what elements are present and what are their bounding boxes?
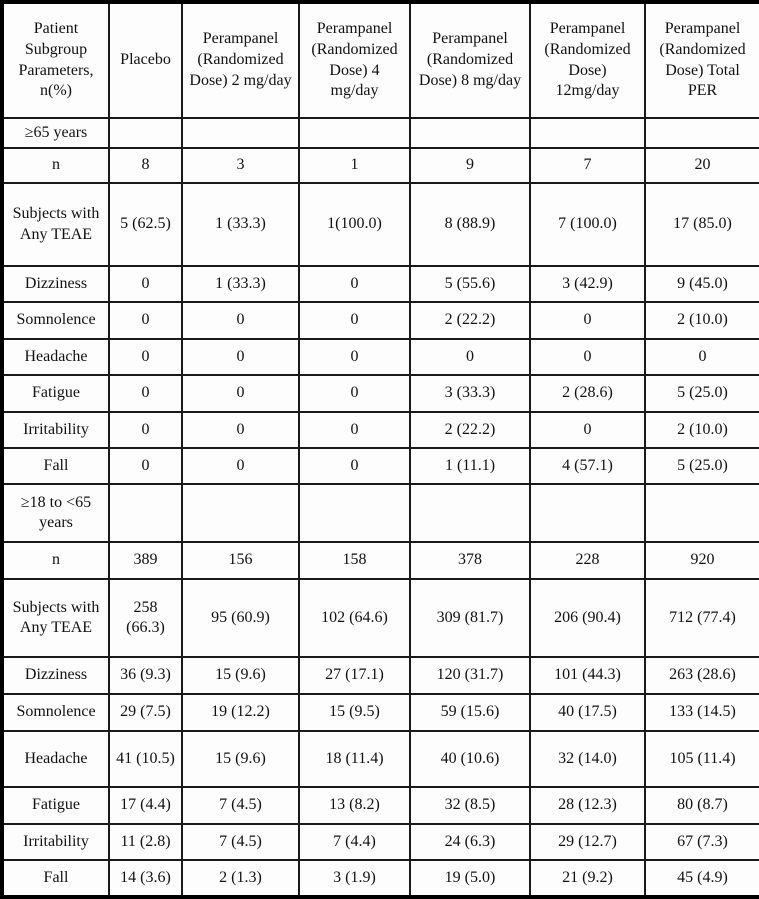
table-cell: 41 (10.5) — [109, 731, 182, 787]
table-cell: 2 (1.3) — [182, 860, 299, 897]
table-cell: 158 — [299, 542, 410, 579]
table-cell: 206 (90.4) — [530, 579, 645, 657]
section-label: ≥18 to <65 years — [2, 484, 109, 542]
table-cell: 0 — [109, 412, 182, 448]
table-cell: 0 — [530, 412, 645, 448]
table-header — [2, 2, 759, 118]
table-cell: 5 (25.0) — [645, 448, 759, 484]
table-cell: 0 — [182, 339, 299, 375]
table-cell: 3 — [182, 148, 299, 183]
table-cell: 17 (4.4) — [109, 787, 182, 824]
table-row — [2, 148, 759, 183]
section-row — [2, 118, 759, 148]
table-cell: 9 — [410, 148, 530, 183]
table-cell: 21 (9.2) — [530, 860, 645, 897]
table-cell: 67 (7.3) — [645, 824, 759, 860]
column-header: Patient Subgroup Parameters, n(%) — [2, 2, 109, 118]
table-row — [2, 787, 759, 824]
section-label: ≥65 years — [2, 118, 109, 148]
table-row — [2, 824, 759, 860]
table-cell: 8 — [109, 148, 182, 183]
row-label: Fatigue — [2, 787, 109, 824]
table-cell: 2 (22.2) — [410, 302, 530, 339]
table-cell: 19 (5.0) — [410, 860, 530, 897]
row-label: Headache — [2, 339, 109, 375]
empty-cell — [645, 118, 759, 148]
table-cell: 2 (28.6) — [530, 375, 645, 412]
table-row — [2, 860, 759, 897]
table-cell: 2 (22.2) — [410, 412, 530, 448]
table-cell: 0 — [109, 339, 182, 375]
table-cell: 15 (9.5) — [299, 694, 410, 731]
table-cell: 5 (62.5) — [109, 183, 182, 266]
table-cell: 1 — [299, 148, 410, 183]
table-cell: 309 (81.7) — [410, 579, 530, 657]
table-cell: 45 (4.9) — [645, 860, 759, 897]
table-cell: 8 (88.9) — [410, 183, 530, 266]
empty-cell — [410, 484, 530, 542]
column-header: Perampanel (Randomized Dose) Total PER — [645, 2, 759, 118]
table-row — [2, 579, 759, 657]
table-cell: 3 (1.9) — [299, 860, 410, 897]
table-cell: 0 — [530, 339, 645, 375]
table-cell: 0 — [182, 375, 299, 412]
table-row — [2, 731, 759, 787]
column-header: Perampanel (Randomized Dose) 12mg/day — [530, 2, 645, 118]
table-cell: 0 — [299, 412, 410, 448]
table-row — [2, 694, 759, 731]
table-cell: 3 (42.9) — [530, 266, 645, 302]
table-row — [2, 448, 759, 484]
table-cell: 0 — [530, 302, 645, 339]
table-row — [2, 302, 759, 339]
table-cell: 920 — [645, 542, 759, 579]
empty-cell — [410, 118, 530, 148]
table-cell: 19 (12.2) — [182, 694, 299, 731]
table-cell: 14 (3.6) — [109, 860, 182, 897]
table-cell: 18 (11.4) — [299, 731, 410, 787]
table-cell: 3 (33.3) — [410, 375, 530, 412]
table-cell: 133 (14.5) — [645, 694, 759, 731]
table-cell: 17 (85.0) — [645, 183, 759, 266]
column-header: Perampanel (Randomized Dose) 4 mg/day — [299, 2, 410, 118]
table-cell: 80 (8.7) — [645, 787, 759, 824]
table-cell: 32 (8.5) — [410, 787, 530, 824]
table-cell: 4 (57.1) — [530, 448, 645, 484]
table-cell: 0 — [299, 302, 410, 339]
table-cell: 0 — [299, 266, 410, 302]
table-cell: 0 — [299, 448, 410, 484]
table-cell: 7 (4.4) — [299, 824, 410, 860]
empty-cell — [299, 484, 410, 542]
table-body — [2, 118, 759, 897]
table-cell: 156 — [182, 542, 299, 579]
table-cell: 59 (15.6) — [410, 694, 530, 731]
table-cell: 1 (33.3) — [182, 183, 299, 266]
table-cell: 0 — [109, 375, 182, 412]
table-cell: 228 — [530, 542, 645, 579]
table-cell: 1 (11.1) — [410, 448, 530, 484]
column-header: Placebo — [109, 2, 182, 118]
row-label: Somnolence — [2, 694, 109, 731]
table-cell: 7 (4.5) — [182, 787, 299, 824]
table-row — [2, 183, 759, 266]
table-cell: 20 — [645, 148, 759, 183]
table-cell: 24 (6.3) — [410, 824, 530, 860]
row-label: Somnolence — [2, 302, 109, 339]
table-cell: 5 (55.6) — [410, 266, 530, 302]
table-cell: 712 (77.4) — [645, 579, 759, 657]
table-cell: 0 — [410, 339, 530, 375]
empty-cell — [182, 118, 299, 148]
table-row — [2, 266, 759, 302]
table-cell: 120 (31.7) — [410, 657, 530, 694]
table-row — [2, 412, 759, 448]
table-cell: 102 (64.6) — [299, 579, 410, 657]
row-label: Subjects with Any TEAE — [2, 183, 109, 266]
empty-cell — [645, 484, 759, 542]
row-label: Fall — [2, 448, 109, 484]
table-cell: 2 (10.0) — [645, 302, 759, 339]
row-label: n — [2, 148, 109, 183]
column-header: Perampanel (Randomized Dose) 8 mg/day — [410, 2, 530, 118]
table-cell: 0 — [645, 339, 759, 375]
table-cell: 378 — [410, 542, 530, 579]
row-label: Fall — [2, 860, 109, 897]
table-cell: 32 (14.0) — [530, 731, 645, 787]
table-cell: 40 (10.6) — [410, 731, 530, 787]
table-cell: 5 (25.0) — [645, 375, 759, 412]
table-cell: 27 (17.1) — [299, 657, 410, 694]
row-label: Dizziness — [2, 266, 109, 302]
table-cell: 28 (12.3) — [530, 787, 645, 824]
table-cell: 0 — [299, 339, 410, 375]
empty-cell — [299, 118, 410, 148]
section-row — [2, 484, 759, 542]
row-label: Irritability — [2, 412, 109, 448]
empty-cell — [530, 484, 645, 542]
table-cell: 15 (9.6) — [182, 657, 299, 694]
column-header: Perampanel (Randomized Dose) 2 mg/day — [182, 2, 299, 118]
table-cell: 389 — [109, 542, 182, 579]
table-cell: 7 — [530, 148, 645, 183]
table-cell: 0 — [109, 266, 182, 302]
table-cell: 1(100.0) — [299, 183, 410, 266]
table-cell: 0 — [182, 448, 299, 484]
row-label: Fatigue — [2, 375, 109, 412]
table-cell: 263 (28.6) — [645, 657, 759, 694]
table-cell: 29 (7.5) — [109, 694, 182, 731]
table-cell: 0 — [109, 302, 182, 339]
table-cell: 0 — [182, 302, 299, 339]
table-cell: 101 (44.3) — [530, 657, 645, 694]
header-row — [2, 2, 759, 118]
table-cell: 9 (45.0) — [645, 266, 759, 302]
empty-cell — [530, 118, 645, 148]
table-cell: 15 (9.6) — [182, 731, 299, 787]
table-cell: 105 (11.4) — [645, 731, 759, 787]
table-cell: 36 (9.3) — [109, 657, 182, 694]
table-cell: 0 — [182, 412, 299, 448]
table-cell: 29 (12.7) — [530, 824, 645, 860]
table-row — [2, 542, 759, 579]
empty-cell — [109, 484, 182, 542]
table-cell: 40 (17.5) — [530, 694, 645, 731]
row-label: Dizziness — [2, 657, 109, 694]
row-label: n — [2, 542, 109, 579]
empty-cell — [182, 484, 299, 542]
table-row — [2, 339, 759, 375]
empty-cell — [109, 118, 182, 148]
table-row — [2, 375, 759, 412]
table-cell: 1 (33.3) — [182, 266, 299, 302]
row-label: Subjects with Any TEAE — [2, 579, 109, 657]
row-label: Headache — [2, 731, 109, 787]
table-cell: 2 (10.0) — [645, 412, 759, 448]
table-cell: 13 (8.2) — [299, 787, 410, 824]
table-cell: 7 (4.5) — [182, 824, 299, 860]
table-cell: 7 (100.0) — [530, 183, 645, 266]
table-cell: 11 (2.8) — [109, 824, 182, 860]
table-cell: 95 (60.9) — [182, 579, 299, 657]
table-cell: 258 (66.3) — [109, 579, 182, 657]
table-row — [2, 657, 759, 694]
table-cell: 0 — [109, 448, 182, 484]
row-label: Irritability — [2, 824, 109, 860]
table-cell: 0 — [299, 375, 410, 412]
